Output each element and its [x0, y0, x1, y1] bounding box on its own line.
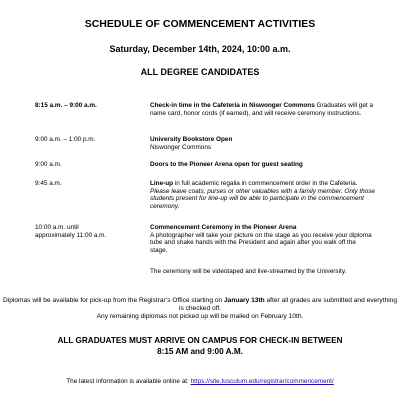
schedule-time [35, 224, 145, 239]
schedule-text: in full academic regalia in commencement order in the Cafeteria. [173, 180, 358, 187]
schedule-description [150, 224, 375, 254]
schedule-time: 9:45 a.m. [35, 180, 62, 187]
schedule-time: 9:00 a.m. – 1:00 p.m. [35, 136, 96, 143]
schedule-heading: Doors to the Pioneer Arena open for guest seating [150, 161, 303, 168]
schedule-description [150, 102, 375, 117]
diplomas-notice [0, 297, 400, 322]
schedule-description [150, 136, 375, 151]
diplomas-text: Diplomas will be available for pick-up from the Registrar’s Office starting on [3, 297, 224, 304]
arrival-notice [0, 336, 400, 357]
diplomas-text: after all grades are submitted and everything is checked off. [178, 297, 397, 313]
schedule-text: A photographer will take your picture on the stage as you receive your diploma tube and shake hands with the President and again after you walk off the stage. [150, 231, 372, 254]
schedule-text: Niswonger Commons [150, 143, 212, 151]
commencement-link[interactable]: https://site.tusculum.edu/registrar/commencement/ [190, 378, 334, 385]
audience-heading: ALL DEGREE CANDIDATES [140, 67, 260, 77]
schedule-heading: Check-in time in the Cafeteria in Niswonger Commons [150, 102, 315, 109]
schedule-time-line: 10:00 a.m. until [35, 224, 79, 231]
schedule-time: 9:00 a.m. [35, 161, 62, 168]
schedule-text: Graduates will get a name card, honor cords (if earned), and will receive ceremony instructions. [150, 102, 374, 117]
arrival-line: 8:15 AM and 9:00 A.M. [157, 346, 243, 356]
schedule-heading: Line-up [150, 180, 174, 187]
diplomas-mail-note: Any remaining diplomas not picked up will be mailed on February 10th. [96, 313, 304, 321]
latest-info [0, 378, 400, 385]
schedule-heading: University Bookstore Open [150, 136, 233, 143]
schedule-note: Please leave coats, purses or other valuables with a family member. Only those students present for line-up will be able to participate in the commencement ceremony. [150, 187, 375, 210]
video-note: The ceremony will be videotaped and live-streamed by the University. [150, 268, 347, 275]
document-title: SCHEDULE OF COMMENCEMENT ACTIVITIES [84, 18, 316, 30]
schedule-time: 8:15 a.m. – 9:00 a.m. [35, 102, 97, 109]
diplomas-date: January 13th [223, 297, 265, 304]
schedule-description [150, 180, 375, 210]
schedule-heading: Commencement Ceremony in the Pioneer Arena [150, 224, 297, 231]
latest-info-label: The latest information is available online at: [66, 378, 191, 385]
schedule-time-line: approximately 11:00 a.m. [35, 231, 107, 239]
arrival-line: ALL GRADUATES MUST ARRIVE ON CAMPUS FOR CHECK-IN BETWEEN [57, 336, 343, 345]
event-date: Saturday, December 14th, 2024, 10:00 a.m. [109, 44, 291, 54]
